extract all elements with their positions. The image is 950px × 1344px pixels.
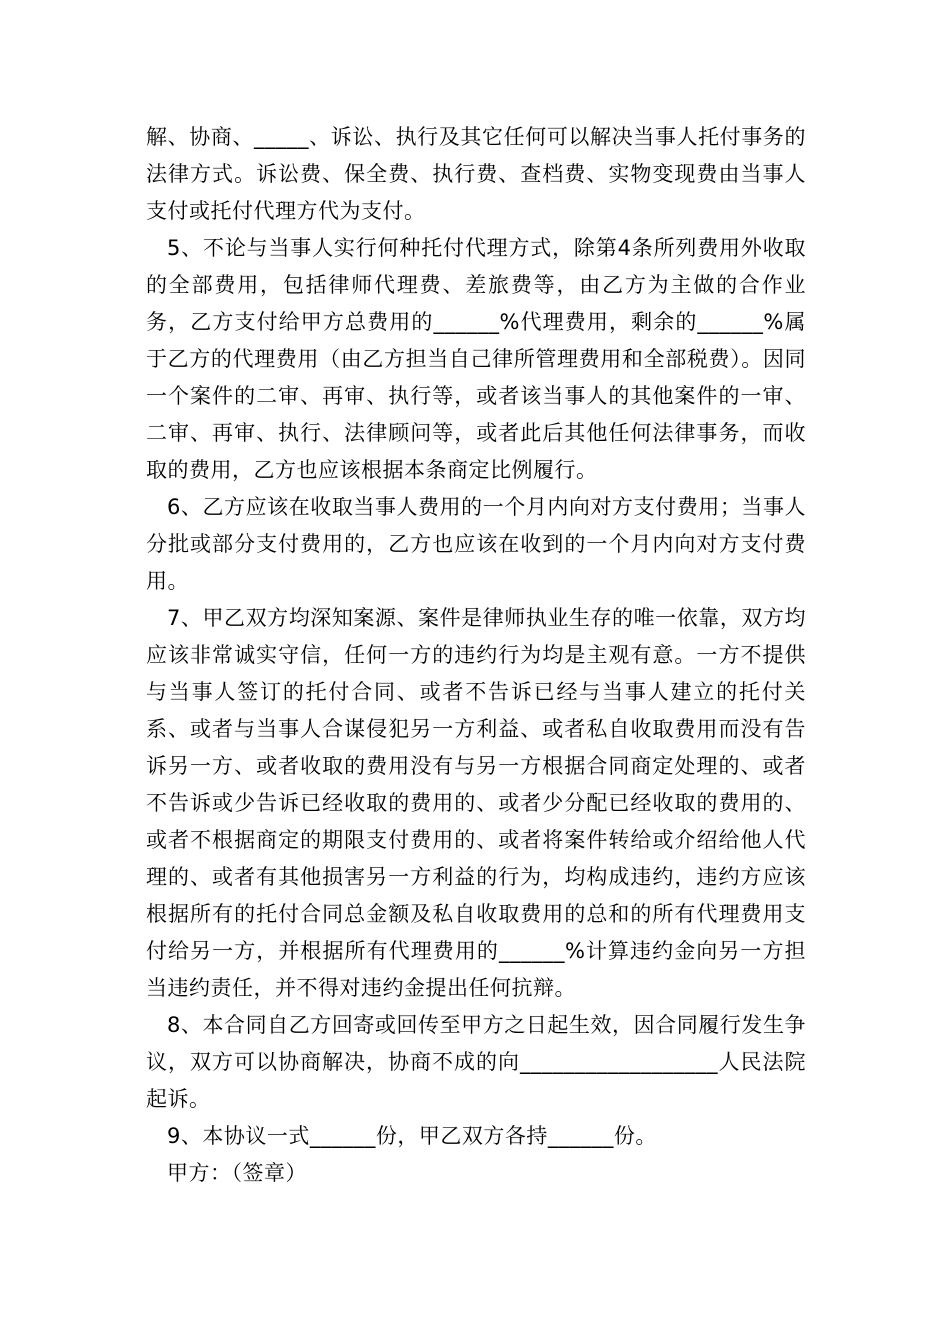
clause-7: 7、甲乙双方均深知案源、案件是律师执业生存的唯一依靠，双方均应该非常诚实守信，任何一方的违约行为均是主观有意。一方不提供与当事人签订的托付合同、或者不告诉已经与当事人建立的托付关系、或者与当事人合谋侵犯另一方利益、或者私自收取费用而没有告诉另一方、或者收取的费用没有与另一方根据合同商定处理的、或者不告诉或少告诉已经收取的费用的、或者少分配已经收取的费用的、或者不根据商定的期限支付费用的、或者将案件转给或介绍给他人代理的、或者有其他损害另一方利益的行为，均构成违约，违约方应该根据所有的托付合同总金额及私自收取费用的总和的所有代理费用支付给另一方，并根据所有代理费用的______%计算违约金向另一方担当违约责任，并不得对违约金提出任何抗辩。 — [146, 606, 806, 1000]
clause-6: 6、乙方应该在收取当事人费用的一个月内向对方支付费用；当事人分批或部分支付费用的，乙方也应该在收到的一个月内向对方支付费用。 — [146, 495, 806, 593]
clause-8: 8、本合同自乙方回寄或回传至甲方之日起生效，因合同履行发生争议，双方可以协商解决，协商不成的向__________________人民法院起诉。 — [146, 1013, 806, 1111]
paragraph-continuation: 解、协商、_____、诉讼、执行及其它任何可以解决当事人托付事务的法律方式。诉讼费、保全费、执行费、查档费、实物变现费由当事人支付或托付代理方代为支付。 — [146, 125, 806, 223]
contract-body — [146, 119, 806, 1192]
clause-9: 9、本协议一式______份，甲乙双方各持______份。 — [167, 1124, 657, 1148]
clause-5: 5、不论与当事人实行何种托付代理方式，除第4条所列费用外收取的全部费用，包括律师代理费、差旅费等，由乙方为主做的合作业务，乙方支付给甲方总费用的______%代理费用，剩余的______%属于乙方的代理费用（由乙方担当自己律所管理费用和全部税费）。因同一个案件的二审、再审、执行等，或者该当事人的其他案件的一审、二审、再审、执行、法律顾问等，或者此后其他任何法律事务，而收取的费用，乙方也应该根据本条商定比例履行。 — [146, 236, 806, 482]
party-a-signature-line: 甲方：（签章） — [167, 1161, 307, 1185]
